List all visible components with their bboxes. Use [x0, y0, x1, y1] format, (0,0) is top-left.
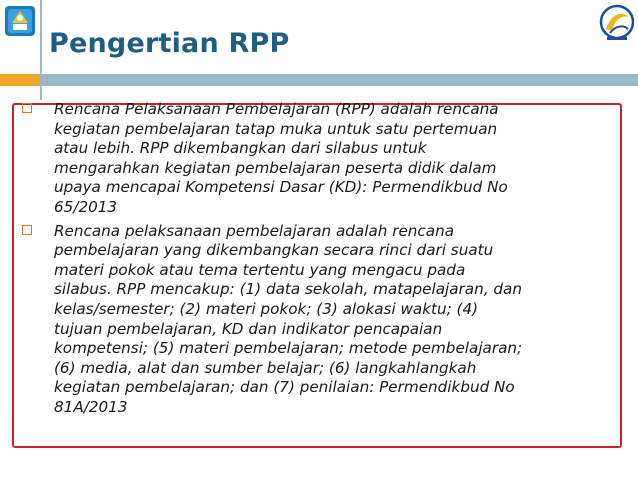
bullet-line: (6) media, alat dan sumber belajar; (6) langkahlangkah	[54, 358, 477, 377]
bullet-line: 65/2013	[54, 197, 118, 216]
tut-wuri-handayani-logo-icon	[598, 3, 636, 43]
title-bar-accent-orange	[0, 74, 40, 86]
bullet-line: silabus. RPP mencakup: (1) data sekolah, matapelajaran, dan	[54, 280, 522, 299]
bullet-line: kelas/semester; (2) materi pokok; (3) alokasi waktu; (4)	[54, 299, 479, 318]
bullet-line: Rencana Pelaksanaan Pembelajaran (RPP) adalah rencana	[54, 100, 499, 118]
ministry-logo-icon	[2, 3, 38, 39]
title-bar-accent-blue	[40, 74, 638, 86]
bullet-line: tujuan pembelajaran, KD dan indikator pencapaian	[54, 319, 443, 338]
bullet-item-rpp-definition-2	[22, 222, 620, 418]
bullet-list	[22, 100, 620, 418]
page-title: Pengertian RPP	[49, 28, 290, 59]
bullet-line: kompetensi; (5) materi pembelajaran; metode pembelajaran;	[54, 339, 523, 358]
bullet-line: pembelajaran yang dikembangkan secara rinci dari suatu	[54, 241, 494, 260]
bullet-item-rpp-definition-1	[22, 100, 620, 218]
checkbox-bullet-icon	[22, 225, 32, 235]
checkbox-bullet-icon	[22, 103, 32, 113]
bullet-line: upaya mencapai Kompetensi Dasar (KD): Permendikbud No	[54, 178, 508, 197]
bullet-line: mengarahkan kegiatan pembelajaran peserta didik dalam	[54, 158, 497, 177]
bullet-line: atau lebih. RPP dikembangkan dari silabus untuk	[54, 139, 427, 158]
bullet-line: kegiatan pembelajaran tatap muka untuk satu pertemuan	[54, 119, 498, 138]
bullet-line: materi pokok atau tema tertentu yang mengacu pada	[54, 260, 466, 279]
bullet-line: kegiatan pembelajaran; dan (7) penilaian: Permendikbud No	[54, 378, 515, 397]
bullet-line: Rencana pelaksanaan pembelajaran adalah rencana	[54, 221, 455, 240]
title-underline-bar	[0, 74, 638, 86]
bullet-line: 81A/2013	[54, 397, 128, 416]
